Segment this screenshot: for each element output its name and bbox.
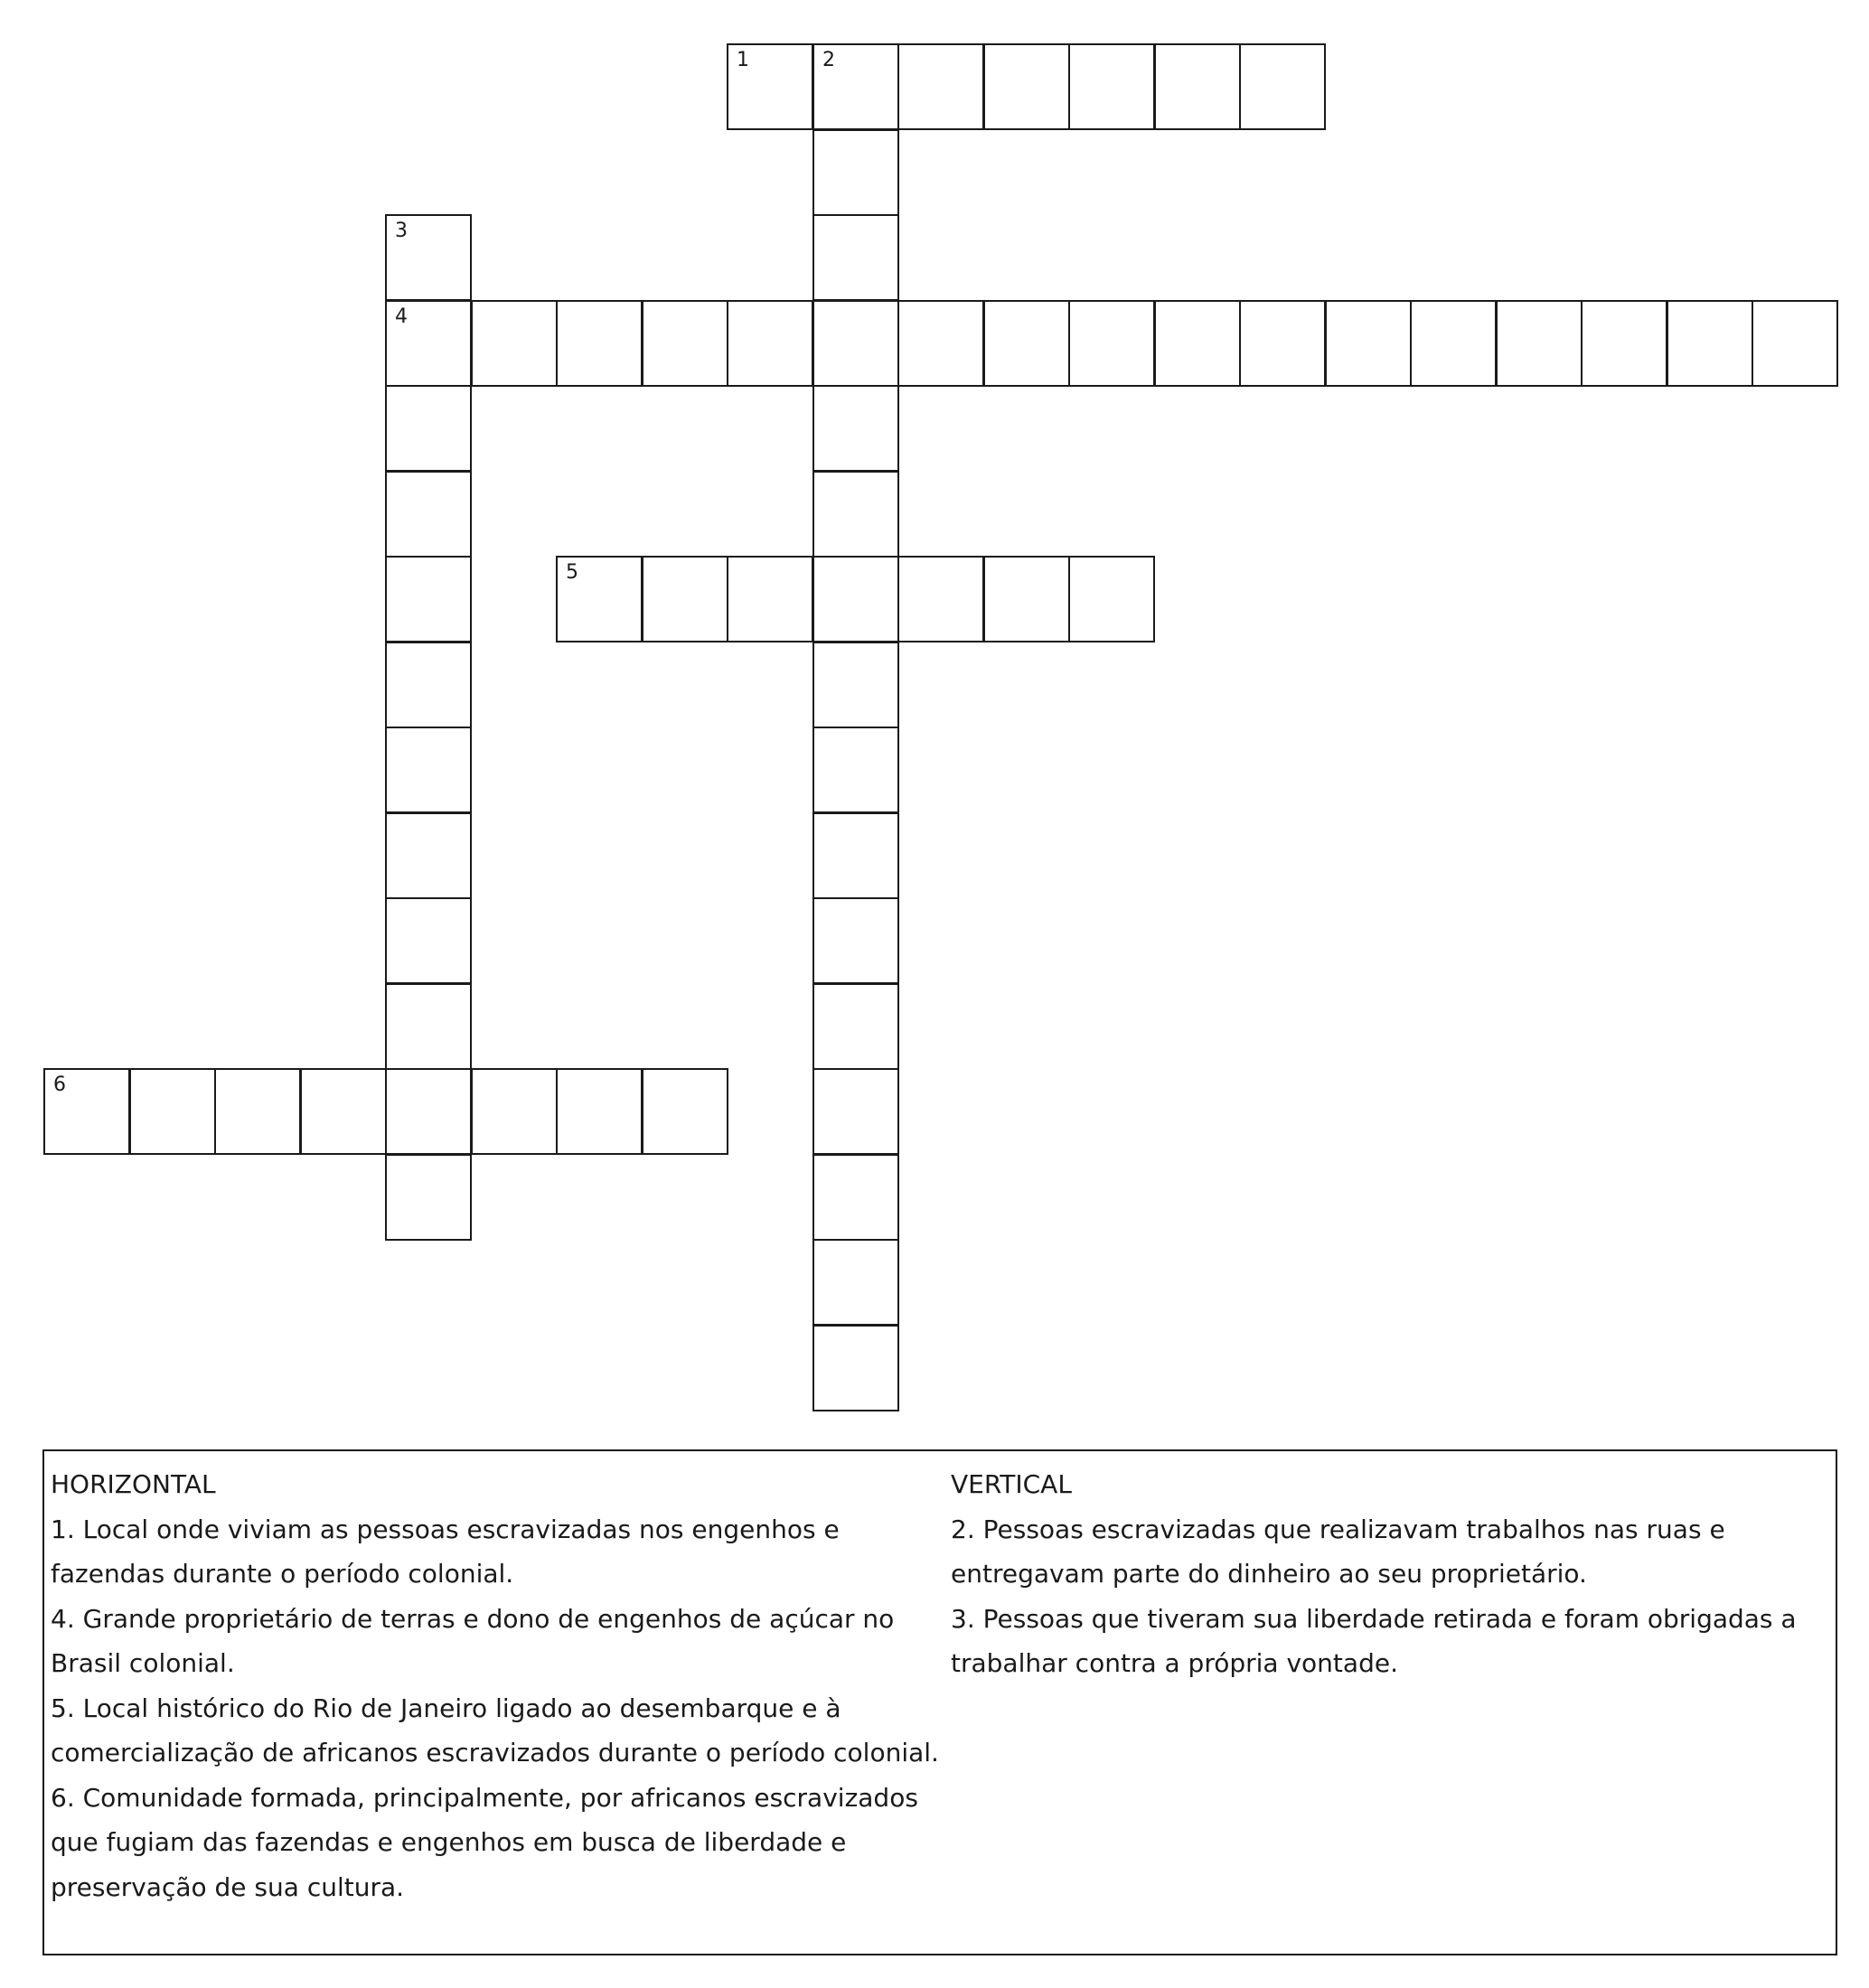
- crossword-cell[interactable]: [897, 556, 984, 642]
- crossword-cell[interactable]: [385, 1068, 472, 1155]
- crossword-cell[interactable]: [1239, 43, 1326, 130]
- crossword-cell[interactable]: [385, 385, 472, 472]
- crossword-cell[interactable]: [812, 1325, 899, 1411]
- crossword-cell[interactable]: [1667, 300, 1753, 387]
- crossword-cell[interactable]: [812, 897, 899, 984]
- crossword-cell[interactable]: [385, 727, 472, 813]
- crossword-cell[interactable]: [812, 556, 899, 642]
- crossword-cell[interactable]: [1496, 300, 1583, 387]
- crossword-cell[interactable]: [727, 43, 813, 130]
- vertical-heading: VERTICAL: [951, 1469, 1072, 1499]
- crossword-cell[interactable]: [812, 1239, 899, 1326]
- crossword-cell[interactable]: [812, 43, 899, 130]
- crossword-cell[interactable]: [556, 1068, 643, 1155]
- crossword-cell[interactable]: [812, 1154, 899, 1241]
- cell-number: 6: [53, 1074, 66, 1096]
- crossword-cell[interactable]: [1068, 300, 1155, 387]
- crossword-cell[interactable]: [385, 471, 472, 558]
- vertical-clues: [951, 1462, 1818, 1686]
- crossword-cell[interactable]: [897, 43, 984, 130]
- cell-number: 5: [566, 561, 578, 584]
- crossword-cell[interactable]: [727, 556, 813, 642]
- crossword-cell[interactable]: [385, 1154, 472, 1241]
- crossword-cell[interactable]: [1752, 300, 1838, 387]
- cell-number: 3: [395, 220, 408, 242]
- crossword-cell[interactable]: [812, 129, 899, 216]
- crossword-cell[interactable]: [129, 1068, 216, 1155]
- crossword-cell[interactable]: [1325, 300, 1412, 387]
- crossword-cell[interactable]: [1410, 300, 1497, 387]
- crossword-cell[interactable]: [1239, 300, 1326, 387]
- clue-down-2: 2. Pessoas escravizadas que realizavam trabalhos nas ruas e entregavam parte do dinheiro ao seu proprietário.: [951, 1514, 1725, 1589]
- clue-down-3: 3. Pessoas que tiveram sua liberdade retirada e foram obrigadas a trabalhar contra a própria vontade.: [951, 1603, 1797, 1678]
- crossword-cell[interactable]: [812, 385, 899, 472]
- crossword-cell[interactable]: [556, 300, 643, 387]
- cell-number: 4: [395, 305, 408, 328]
- crossword-cell[interactable]: [471, 1068, 558, 1155]
- crossword-cell[interactable]: [214, 1068, 301, 1155]
- cell-number: 1: [737, 49, 749, 71]
- crossword-cell[interactable]: [642, 300, 728, 387]
- crossword-cell[interactable]: [812, 983, 899, 1070]
- clue-across-4: 4. Grande proprietário de terras e dono de engenhos de açúcar no Brasil colonial.: [51, 1603, 895, 1678]
- crossword-cell[interactable]: [642, 1068, 728, 1155]
- clue-across-1: 1. Local onde viviam as pessoas escravizadas nos engenhos e fazendas durante o período colonial.: [51, 1514, 840, 1589]
- crossword-cell[interactable]: [812, 727, 899, 813]
- crossword-cell[interactable]: [897, 300, 984, 387]
- crossword-cell[interactable]: [556, 556, 643, 642]
- horizontal-clues: [51, 1462, 954, 1909]
- crossword-cell[interactable]: [1154, 43, 1241, 130]
- crossword-cell[interactable]: [385, 214, 472, 301]
- crossword-cell[interactable]: [385, 897, 472, 984]
- clues-box: [42, 1449, 1837, 1955]
- crossword-cell[interactable]: [812, 300, 899, 387]
- crossword-cell[interactable]: [812, 471, 899, 558]
- crossword-cell[interactable]: [812, 812, 899, 899]
- horizontal-heading: HORIZONTAL: [51, 1469, 216, 1499]
- crossword-cell[interactable]: [1068, 43, 1155, 130]
- clue-across-5: 5. Local histórico do Rio de Janeiro ligado ao desembarque e à comercialização de africanos escravizados durante o período colonial.: [51, 1693, 939, 1768]
- crossword-cell[interactable]: [471, 300, 558, 387]
- crossword-cell[interactable]: [385, 812, 472, 899]
- crossword-cell[interactable]: [812, 1068, 899, 1155]
- crossword-cell[interactable]: [812, 214, 899, 301]
- crossword-cell[interactable]: [727, 300, 813, 387]
- clue-across-6: 6. Comunidade formada, principalmente, por africanos escravizados que fugiam das fazendas e engenhos em busca de liberdade e preservação de sua cultura.: [51, 1782, 918, 1902]
- crossword-cell[interactable]: [812, 642, 899, 728]
- crossword-cell[interactable]: [1154, 300, 1241, 387]
- crossword-cell[interactable]: [642, 556, 728, 642]
- crossword-cell[interactable]: [385, 556, 472, 642]
- crossword-cell[interactable]: [385, 642, 472, 728]
- crossword-cell[interactable]: [1068, 556, 1155, 642]
- crossword-cell[interactable]: [983, 556, 1070, 642]
- crossword-cell[interactable]: [43, 1068, 130, 1155]
- cell-number: 2: [822, 49, 835, 71]
- crossword-cell[interactable]: [1581, 300, 1667, 387]
- crossword-cell[interactable]: [983, 43, 1070, 130]
- crossword-cell[interactable]: [983, 300, 1070, 387]
- crossword-cell[interactable]: [385, 300, 472, 387]
- crossword-cell[interactable]: [300, 1068, 387, 1155]
- crossword-cell[interactable]: [385, 983, 472, 1070]
